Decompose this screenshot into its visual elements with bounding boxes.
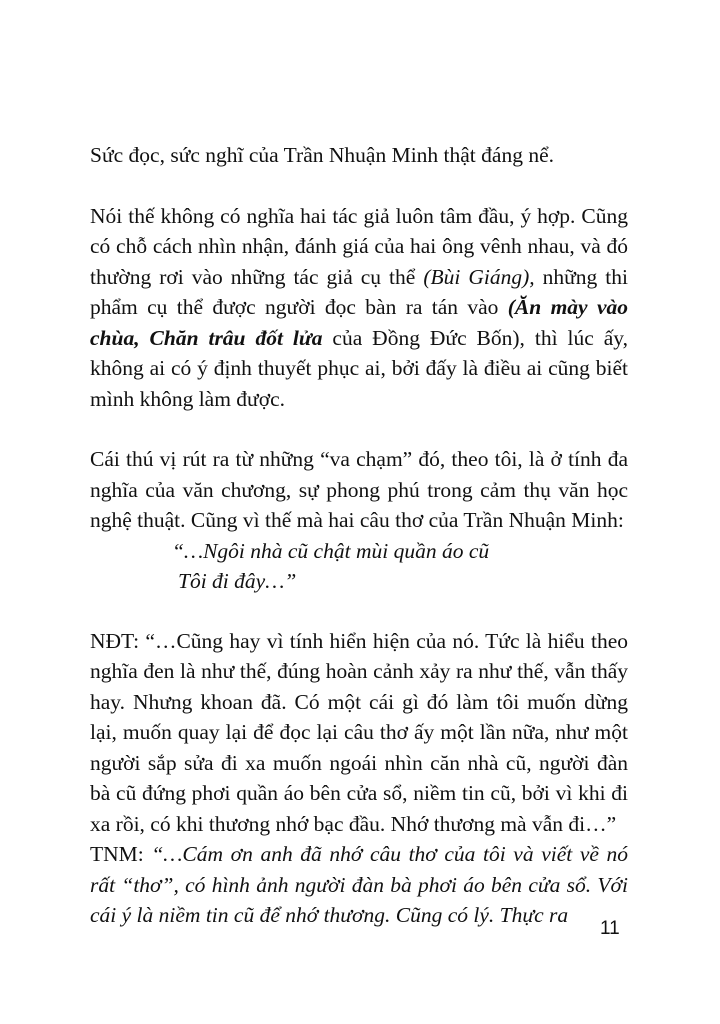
paragraph-2-text-a: Nói thế không có nghĩa hai tác giả luôn tâm đầu, ý hợp. Cũng có chỗ cách nhìn nhận, đánh giá của hai ông vênh nhau, và đó thường rơi vào những tác giả cụ thể [90, 203, 628, 289]
poem-quote-line-1: “…Ngôi nhà cũ chật mùi quần áo cũ [172, 538, 490, 563]
page-body [90, 140, 628, 931]
paragraph-3: Cái thú vị rút ra từ những “va chạm” đó, theo tôi, là ở tính đa nghĩa của văn chương, sự phong phú trong cảm thụ văn học nghệ thuật. Cũng vì thế mà hai câu thơ của Trần Nhuận Minh: [90, 447, 628, 532]
paragraph-5 [90, 839, 628, 931]
paragraph-5-speaker: TNM: [90, 842, 152, 866]
paragraph-2-italic-author: (Bùi Giáng), [423, 264, 535, 289]
poem-quote-line-2: Tôi đi đây…” [178, 568, 297, 593]
paragraph-2-text-b: những thi phẩm cụ thể được người đọc bàn ra tán vào [90, 264, 628, 319]
paragraph-2-bold-titles: (Ăn mày vào chùa, Chăn trâu đốt lửa [90, 295, 628, 350]
paragraph-2 [90, 201, 628, 415]
paragraph-2-text-c: của Đồng Đức Bốn), thì lúc ấy, không ai có ý định thuyết phục ai, bởi đấy là điều ai cũng biết mình không làm được. [90, 325, 628, 411]
paragraph-1: Sức đọc, sức nghĩ của Trần Nhuận Minh thật đáng nể. [90, 143, 554, 167]
paragraph-4: NĐT: “…Cũng hay vì tính hiển hiện của nó. Tức là hiểu theo nghĩa đen là như thế, đúng hoàn cảnh xảy ra như thế, vẫn thấy hay. Nhưng khoan đã. Có một cái gì đó làm tôi muốn dừng lại, muốn quay lại để đọc lại câu thơ ấy một lần nữa, như một người sắp sửa đi xa muốn ngoái nhìn căn nhà cũ, người đàn bà cũ đứng phơi quần áo bên cửa sổ, niềm tin cũ, bởi vì khi đi xa rồi, có khi thương nhớ bạc đầu. Nhớ thương mà vẫn đi…” [90, 628, 628, 836]
page-number: 11 [600, 918, 620, 939]
paragraph-5-italic-reply: “…Cám ơn anh đã nhớ câu thơ của tôi và viết về nó rất “thơ”, có hình ảnh người đàn bà phơi áo bên cửa sổ. Với cái ý là niềm tin cũ để nhớ thương. Cũng có lý. Thực ra [90, 842, 628, 927]
